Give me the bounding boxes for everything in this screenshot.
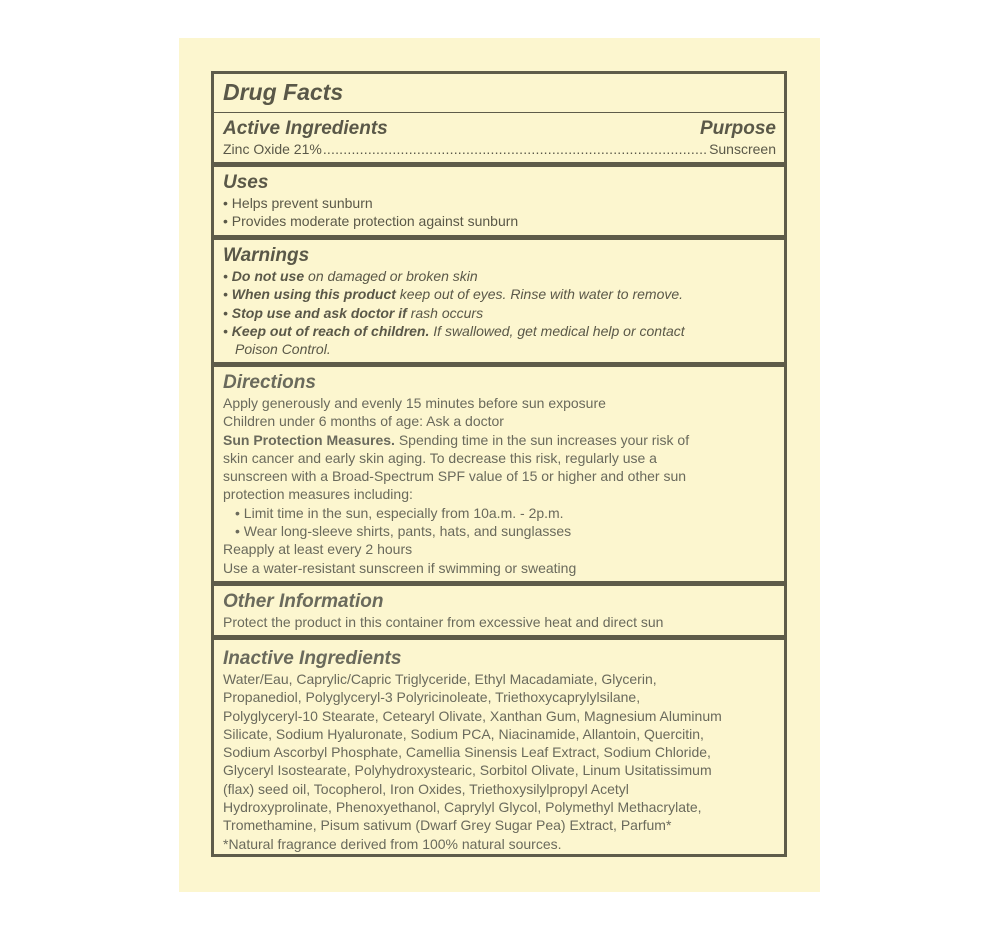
warning-item-continuation: Poison Control. (235, 341, 331, 358)
directions-divider (214, 581, 784, 586)
uses-item: • Provides moderate protection against sunburn (223, 213, 519, 230)
directions-text (223, 394, 776, 577)
inactive-line: Silicate, Sodium Hyaluronate, Sodium PCA, Niacinamide, Allantoin, Quercitin, (223, 725, 704, 742)
inactive-footnote: *Natural fragrance derived from 100% natural sources. (223, 835, 562, 852)
directions-line: Reapply at least every 2 hours (223, 541, 413, 558)
inactive-ingredients-text (223, 670, 776, 853)
purpose-heading: Purpose (699, 118, 776, 139)
active-ingredient-row (223, 140, 776, 158)
uses-divider (214, 235, 784, 240)
other-information-text (223, 613, 776, 631)
warning-item: • Do not use on damaged or broken skin (223, 268, 478, 284)
uses-list (223, 194, 776, 231)
directions-line: Use a water-resistant sunscreen if swimming or sweating (223, 559, 577, 576)
warnings-heading: Warnings (223, 245, 310, 266)
warning-item: • When using this product keep out of eyes. Rinse with water to remove. (223, 286, 684, 303)
warning-item: • Keep out of reach of children. If swallowed, get medical help or contact (223, 322, 685, 339)
inactive-line: Glyceryl Isostearate, Polyhydroxystearic, Sorbitol Olivate, Linum Usitatissimum (223, 762, 712, 779)
uses-heading: Uses (223, 172, 269, 193)
drug-facts-title: Drug Facts (223, 79, 344, 105)
directions-line: Apply generously and evenly 15 minutes before sun exposure (223, 395, 606, 411)
warnings-divider (214, 362, 784, 367)
drug-facts-panel (211, 71, 787, 857)
dot-leader (323, 140, 708, 158)
inactive-line: Polyglyceryl-10 Stearate, Cetearyl Olivate, Xanthan Gum, Magnesium Aluminum (223, 707, 722, 724)
warnings-list (223, 267, 776, 358)
warning-item: • Stop use and ask doctor if rash occurs (223, 304, 484, 321)
inactive-line: (flax) seed oil, Tocopherol, Iron Oxides, Triethoxysilylpropyl Acetyl (223, 780, 629, 797)
directions-heading: Directions (223, 372, 316, 393)
active-ingredient-name: Zinc Oxide 21% (223, 141, 322, 157)
active-ingredient-purpose: Sunscreen (709, 141, 776, 157)
other-information-line: Protect the product in this container from excessive heat and direct sun (223, 614, 664, 630)
directions-line: protection measures including: (223, 486, 413, 503)
active-divider (214, 162, 784, 167)
inactive-line: Hydroxyprolinate, Phenoxyethanol, Caprylyl Glycol, Polymethyl Methacrylate, (223, 799, 702, 816)
uses-item: • Helps prevent sunburn (223, 195, 373, 211)
other-divider (214, 635, 784, 640)
inactive-line: Tromethamine, Pisum sativum (Dwarf Grey Sugar Pea) Extract, Parfum* (223, 817, 672, 834)
directions-line: Sun Protection Measures. Spending time in the sun increases your risk of (223, 431, 690, 448)
directions-line: Children under 6 months of age: Ask a doctor (223, 413, 504, 430)
inactive-line: Sodium Ascorbyl Phosphate, Camellia Sinensis Leaf Extract, Sodium Chloride, (223, 744, 711, 761)
other-information-heading: Other Information (223, 591, 384, 612)
inactive-ingredients-heading: Inactive Ingredients (223, 648, 402, 669)
directions-line: skin cancer and early skin aging. To decrease this risk, regularly use a (223, 449, 657, 466)
directions-line: sunscreen with a Broad-Spectrum SPF value of 15 or higher and other sun (223, 468, 687, 485)
inactive-line: Water/Eau, Caprylic/Capric Triglyceride, Ethyl Macadamiate, Glycerin, (223, 671, 657, 687)
active-ingredients-heading: Active Ingredients (223, 118, 388, 139)
directions-bullet: • Wear long-sleeve shirts, pants, hats, and sunglasses (235, 523, 572, 540)
title-divider (214, 112, 784, 113)
directions-bullet: • Limit time in the sun, especially from 10a.m. - 2p.m. (235, 504, 564, 521)
inactive-line: Propanediol, Polyglyceryl-3 Polyricinoleate, Triethoxycaprylylsilane, (223, 689, 641, 706)
